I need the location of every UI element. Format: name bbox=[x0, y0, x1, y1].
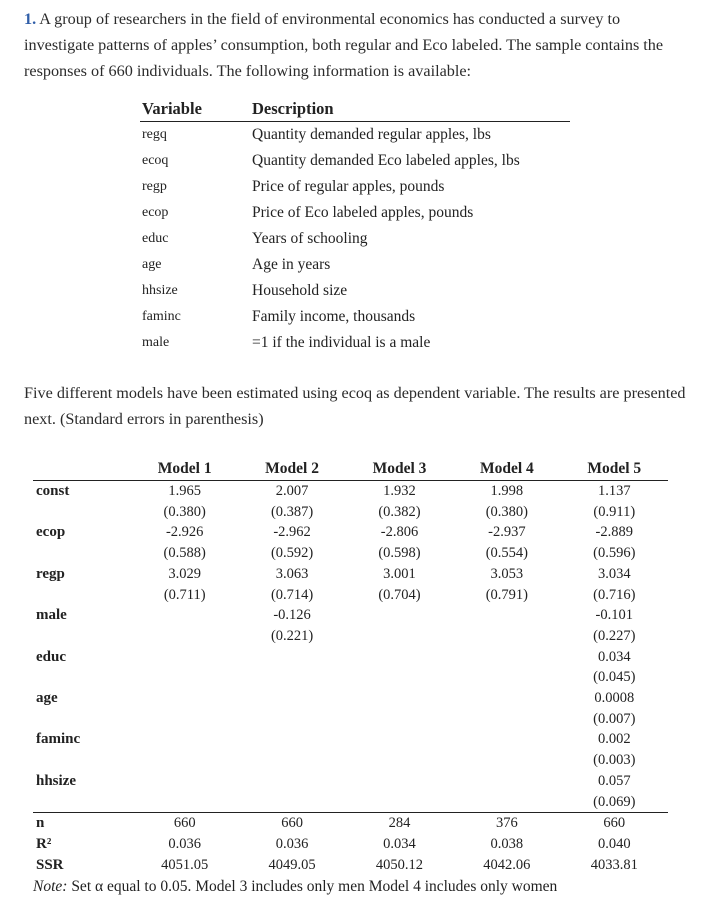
variable-row bbox=[140, 330, 570, 356]
coefficient-cell bbox=[453, 688, 560, 709]
note-label: Note: bbox=[33, 878, 68, 895]
variable-row bbox=[140, 226, 570, 252]
row-label: educ bbox=[36, 648, 66, 665]
coefficient-cell: 0.040 bbox=[597, 835, 631, 852]
row-label: SSR bbox=[36, 856, 64, 873]
models-description: Five different models have been estimated using ecoq as dependent variable. The results are presented next. (Standard errors in parenthesis) bbox=[24, 384, 686, 428]
row-label bbox=[33, 502, 131, 523]
coefficient-cell bbox=[131, 792, 238, 813]
coefficient-cell: 0.036 bbox=[168, 835, 201, 852]
results-row bbox=[33, 626, 668, 647]
coefficient-cell: 3.034 bbox=[597, 565, 631, 582]
coefficient-cell bbox=[453, 626, 560, 647]
coefficient-cell bbox=[346, 771, 453, 792]
coefficient-cell bbox=[453, 771, 560, 792]
coefficient-cell: (0.007) bbox=[593, 710, 636, 727]
results-row bbox=[33, 667, 668, 688]
coefficient-cell: (0.227) bbox=[593, 627, 636, 644]
coefficient-cell: 0.034 bbox=[383, 835, 416, 852]
variable-description: Family income, thousands bbox=[252, 308, 416, 325]
coefficient-cell: 0.034 bbox=[597, 648, 631, 665]
coefficient-cell bbox=[131, 709, 238, 730]
variable-name: regq bbox=[142, 127, 167, 142]
results-row bbox=[33, 522, 668, 543]
variable-row bbox=[140, 200, 570, 226]
coefficient-cell: 4051.05 bbox=[161, 856, 209, 873]
coefficient-cell bbox=[131, 750, 238, 771]
row-label bbox=[33, 585, 131, 606]
coefficient-cell bbox=[238, 667, 345, 688]
coefficient-cell bbox=[346, 688, 453, 709]
coefficient-cell: (0.380) bbox=[163, 503, 206, 520]
question-intro bbox=[24, 6, 694, 84]
variable-name: male bbox=[142, 335, 170, 350]
coefficient-cell: (0.588) bbox=[163, 545, 206, 562]
results-row bbox=[33, 502, 668, 523]
coefficient-cell: 376 bbox=[495, 815, 518, 832]
coefficient-cell bbox=[346, 605, 453, 626]
coefficient-cell: 4033.81 bbox=[590, 856, 638, 873]
coefficient-cell: 0.038 bbox=[490, 835, 524, 852]
results-row bbox=[33, 605, 668, 626]
coefficient-cell: 4042.06 bbox=[483, 856, 531, 873]
coefficient-cell: 2.007 bbox=[275, 483, 309, 499]
row-label: R² bbox=[36, 835, 52, 852]
model-header: Model 4 bbox=[453, 458, 560, 481]
variable-description: Age in years bbox=[252, 256, 331, 273]
coefficient-cell bbox=[238, 771, 345, 792]
results-row bbox=[33, 564, 668, 585]
variable-description: Quantity demanded regular apples, lbs bbox=[252, 126, 491, 143]
coefficient-cell: -2.926 bbox=[165, 524, 204, 541]
results-row bbox=[33, 688, 668, 709]
coefficient-cell: 3.001 bbox=[383, 565, 416, 582]
variable-name: hhsize bbox=[142, 283, 178, 298]
coefficient-cell: 0.002 bbox=[597, 731, 631, 748]
results-row bbox=[33, 709, 668, 730]
coefficient-cell: (0.382) bbox=[378, 503, 421, 520]
row-label bbox=[33, 792, 131, 813]
coefficient-cell bbox=[131, 729, 238, 750]
row-label: regp bbox=[36, 565, 65, 582]
coefficient-cell: 0.036 bbox=[275, 835, 309, 852]
coefficient-cell bbox=[346, 647, 453, 668]
row-label: age bbox=[36, 690, 58, 707]
coefficient-cell: -2.962 bbox=[273, 524, 311, 541]
coefficient-cell: (0.387) bbox=[270, 503, 314, 520]
coefficient-cell: (0.592) bbox=[270, 545, 314, 562]
results-row bbox=[33, 750, 668, 771]
coefficient-cell: (0.380) bbox=[485, 503, 529, 520]
question-number: 1. bbox=[24, 10, 37, 28]
results-row bbox=[33, 834, 668, 855]
coefficient-cell bbox=[453, 750, 560, 771]
coefficient-cell bbox=[238, 709, 345, 730]
variable-description: =1 if the individual is a male bbox=[252, 334, 431, 351]
model-header: Model 3 bbox=[346, 458, 453, 481]
coefficient-cell: -2.937 bbox=[488, 524, 526, 541]
coefficient-cell bbox=[131, 667, 238, 688]
model-header: Model 5 bbox=[561, 458, 668, 481]
variable-description: Quantity demanded Eco labeled apples, lbs bbox=[252, 152, 520, 169]
coefficient-cell bbox=[131, 688, 238, 709]
variable-name: ecop bbox=[142, 205, 169, 220]
coefficient-cell: -2.889 bbox=[595, 524, 634, 541]
row-label: hhsize bbox=[36, 772, 77, 789]
coefficient-cell: -2.806 bbox=[380, 524, 419, 541]
coefficient-cell: 3.063 bbox=[275, 565, 309, 582]
variable-row bbox=[140, 174, 570, 200]
variable-table-body bbox=[140, 122, 570, 357]
row-label: male bbox=[36, 607, 67, 624]
coefficient-cell: 0.057 bbox=[597, 772, 631, 789]
coefficient-cell: 1.932 bbox=[383, 483, 416, 499]
coefficient-cell: (0.003) bbox=[593, 752, 636, 769]
table-note bbox=[33, 878, 557, 896]
coefficient-cell: 1.998 bbox=[490, 483, 524, 499]
coefficient-cell: 1.965 bbox=[168, 483, 201, 499]
coefficient-cell: (0.704) bbox=[378, 586, 421, 603]
coefficient-cell bbox=[346, 709, 453, 730]
coefficient-cell: (0.714) bbox=[270, 586, 314, 603]
coefficient-cell: 284 bbox=[388, 815, 411, 832]
coefficient-cell bbox=[453, 667, 560, 688]
variable-description: Price of regular apples, pounds bbox=[252, 178, 445, 195]
coefficient-cell: 3.029 bbox=[168, 565, 201, 582]
coefficient-cell bbox=[131, 647, 238, 668]
coefficient-cell: -0.126 bbox=[273, 607, 311, 624]
coefficient-cell: (0.554) bbox=[485, 545, 529, 562]
results-row bbox=[33, 481, 668, 502]
coefficient-cell bbox=[131, 626, 238, 647]
row-label: ecop bbox=[36, 524, 66, 541]
variable-name: ecoq bbox=[142, 153, 169, 168]
coefficient-cell bbox=[453, 792, 560, 813]
coefficient-cell bbox=[238, 729, 345, 750]
coefficient-cell bbox=[131, 605, 238, 626]
coefficient-cell bbox=[346, 792, 453, 813]
results-row bbox=[33, 855, 668, 876]
model-header: Model 1 bbox=[131, 458, 238, 481]
coefficient-cell bbox=[238, 750, 345, 771]
variable-row bbox=[140, 122, 570, 149]
results-row bbox=[33, 771, 668, 792]
question-text: A group of researchers in the field of environmental economics has conducted a survey to investigate patterns of apples’ consumption, both regular and Eco labeled. The sample contains the responses of 660 individuals. The following information is available: bbox=[24, 10, 664, 80]
coefficient-cell bbox=[453, 709, 560, 730]
results-header-row bbox=[33, 458, 668, 481]
coefficient-cell bbox=[453, 729, 560, 750]
results-row bbox=[33, 792, 668, 813]
coefficient-cell: 660 bbox=[173, 815, 196, 832]
results-row bbox=[33, 647, 668, 668]
variable-description: Price of Eco labeled apples, pounds bbox=[252, 204, 474, 221]
variable-row bbox=[140, 304, 570, 330]
variable-table-header bbox=[140, 97, 570, 122]
row-label bbox=[33, 543, 131, 564]
coefficient-cell bbox=[346, 626, 453, 647]
results-row bbox=[33, 543, 668, 564]
row-label bbox=[33, 709, 131, 730]
variable-name: faminc bbox=[142, 309, 181, 324]
description-header: Description bbox=[250, 97, 570, 122]
coefficient-cell bbox=[238, 792, 345, 813]
results-table-body bbox=[33, 481, 668, 876]
coefficient-cell: (0.791) bbox=[485, 586, 529, 603]
results-table bbox=[33, 458, 668, 875]
coefficient-cell bbox=[346, 729, 453, 750]
results-header-blank bbox=[33, 458, 131, 481]
coefficient-cell: (0.069) bbox=[561, 792, 668, 813]
note-text: Set α equal to 0.05. Model 3 includes only men Model 4 includes only women bbox=[67, 878, 558, 895]
coefficient-cell bbox=[346, 750, 453, 771]
row-label: const bbox=[36, 483, 70, 499]
variable-header: Variable bbox=[140, 97, 250, 122]
variable-row bbox=[140, 278, 570, 304]
coefficient-cell bbox=[453, 647, 560, 668]
row-label: n bbox=[36, 815, 45, 832]
coefficient-cell: 1.137 bbox=[597, 483, 631, 499]
coefficient-cell: 4050.12 bbox=[375, 856, 424, 873]
coefficient-cell: 3.053 bbox=[490, 565, 524, 582]
coefficient-cell: -0.101 bbox=[595, 607, 634, 624]
coefficient-cell: 660 bbox=[281, 815, 303, 832]
variable-table bbox=[140, 97, 570, 356]
variable-row bbox=[140, 252, 570, 278]
coefficient-cell: (0.598) bbox=[378, 545, 421, 562]
row-label: faminc bbox=[36, 731, 81, 748]
row-label bbox=[33, 626, 131, 647]
results-row bbox=[33, 729, 668, 750]
coefficient-cell: (0.596) bbox=[593, 545, 636, 562]
coefficient-cell: (0.716) bbox=[593, 586, 636, 603]
results-row bbox=[33, 585, 668, 606]
row-label bbox=[33, 750, 131, 771]
variable-name: age bbox=[142, 257, 162, 272]
variable-description: Household size bbox=[252, 282, 348, 299]
coefficient-cell bbox=[131, 771, 238, 792]
coefficient-cell: (0.045) bbox=[593, 669, 636, 686]
coefficient-cell: 4049.05 bbox=[268, 856, 316, 873]
coefficient-cell bbox=[346, 667, 453, 688]
model-header: Model 2 bbox=[238, 458, 345, 481]
row-label bbox=[33, 667, 131, 688]
coefficient-cell: (0.221) bbox=[270, 627, 314, 644]
coefficient-cell bbox=[453, 605, 560, 626]
results-row bbox=[33, 813, 668, 834]
variable-name: educ bbox=[142, 231, 169, 246]
coefficient-cell: 660 bbox=[603, 815, 626, 832]
coefficient-cell bbox=[238, 688, 345, 709]
variable-description: Years of schooling bbox=[252, 230, 368, 247]
variable-name: regp bbox=[142, 179, 167, 194]
coefficient-cell: (0.911) bbox=[593, 503, 636, 520]
variable-row bbox=[140, 148, 570, 174]
coefficient-cell: (0.711) bbox=[163, 586, 206, 603]
coefficient-cell bbox=[238, 647, 345, 668]
coefficient-cell: 0.0008 bbox=[594, 690, 635, 707]
